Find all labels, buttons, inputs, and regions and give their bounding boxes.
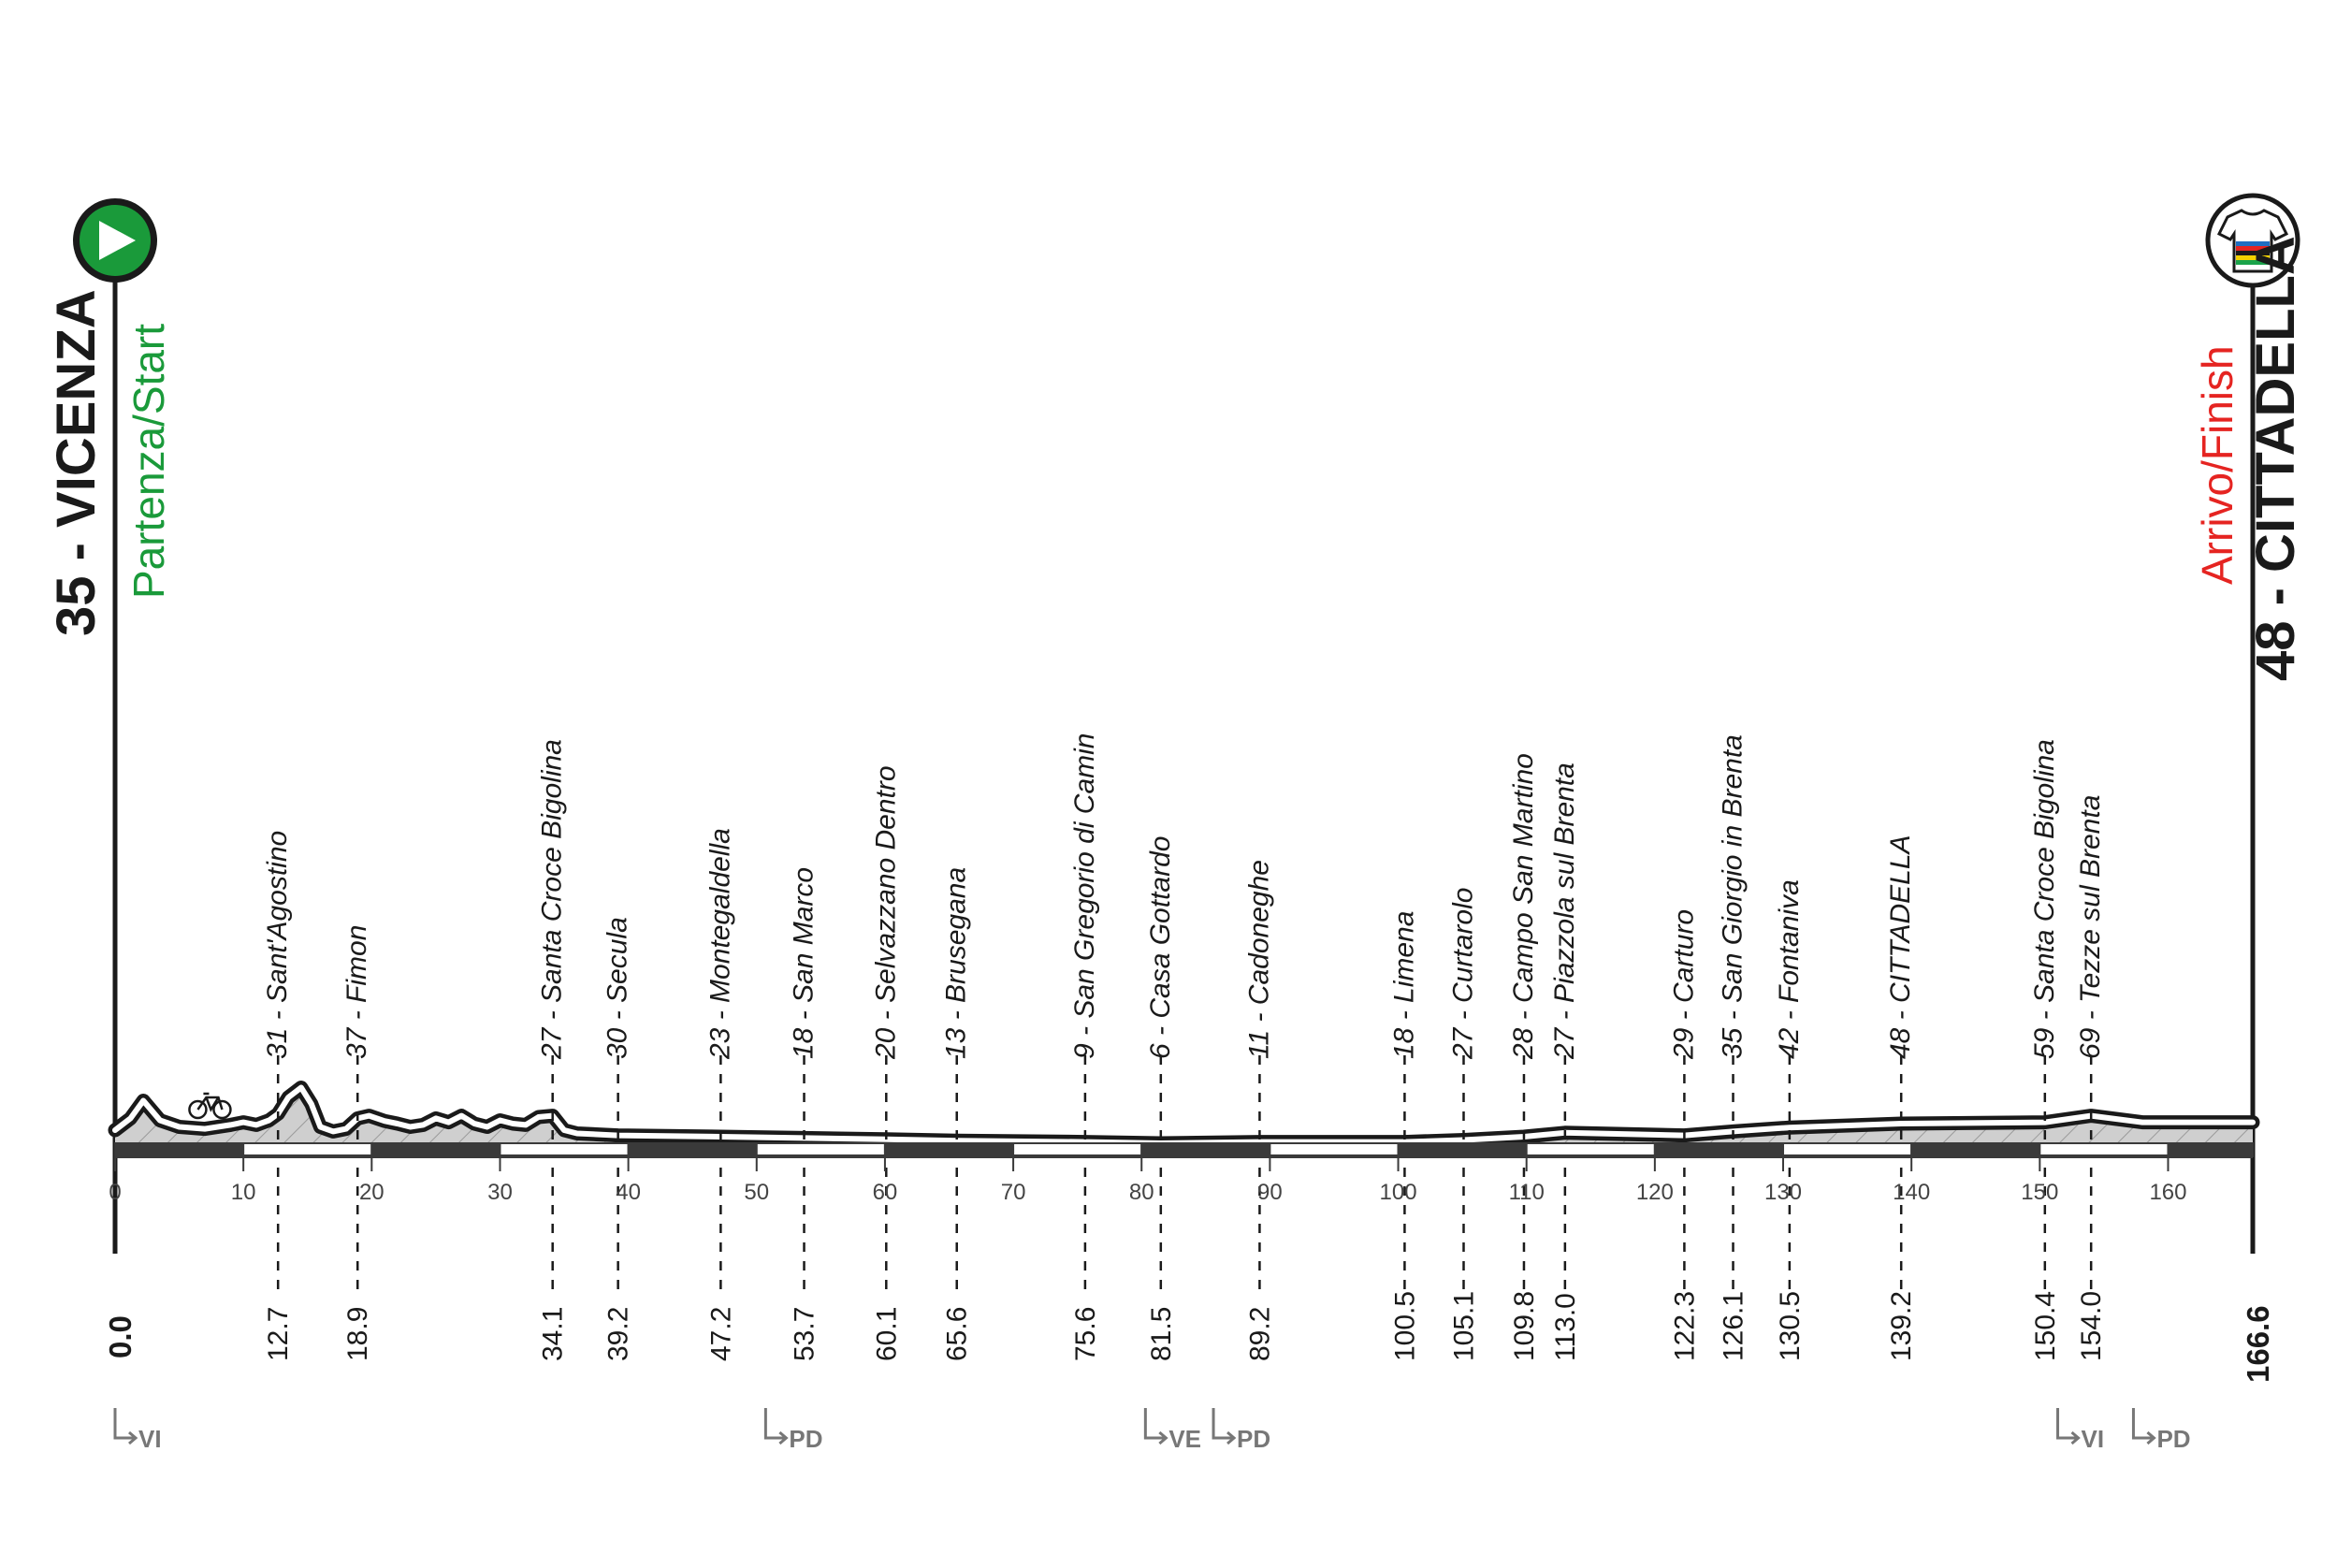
distance-scale-bar [115,1143,2253,1156]
place-km: 18.9 [342,1306,374,1361]
place-name: 29 - Carturo [1668,908,1700,1059]
place-km: 65.6 [941,1306,973,1361]
place-name: 18 - Limena [1388,910,1420,1059]
x-tick-label: 80 [1128,1180,1154,1205]
place-name: 30 - Secula [602,917,633,1059]
scale-segment [243,1143,371,1156]
scale-segment [629,1143,757,1156]
province-markers [115,1408,2191,1453]
place-km: 113.0 [1549,1293,1581,1361]
x-tick-label: 50 [744,1180,770,1205]
province-code: VI [2081,1425,2105,1453]
scale-segment [1270,1143,1398,1156]
place-km: 89.2 [1244,1306,1276,1361]
place-name: 20 - Selvazzano Dentro [870,765,902,1059]
place-name: 6 - Casa Gottardo [1144,835,1176,1059]
place-km: 126.1 [1718,1290,1749,1361]
scale-segment [2039,1143,2168,1156]
x-tick-label: 130 [1763,1180,1803,1205]
place-name: 37 - Fimon [341,924,373,1059]
province-marker [2133,1408,2190,1453]
finish-town-label: 48 - CITTADELLA [2245,236,2306,681]
place-km: 39.2 [602,1306,634,1361]
place-name: 27 - Piazzola sul Brenta [1548,762,1580,1059]
place-name: 13 - Brusegana [940,866,972,1059]
place-name: 48 - CITTADELLA [1885,835,1917,1059]
province-code: PD [1237,1425,1271,1453]
x-tick-label: 160 [2149,1180,2187,1205]
scale-segment [1399,1143,1527,1156]
province-code: VE [1168,1425,1202,1453]
place-km: 34.1 [537,1306,569,1361]
scale-segment [757,1143,885,1156]
start-sublabel: Partenza/Start [124,323,173,599]
place-name: 35 - San Giorgio in Brenta [1717,734,1749,1059]
bicycle-icon [189,1094,230,1118]
province-marker [1213,1408,1270,1453]
province-code: PD [2156,1425,2191,1453]
place-km: 60.1 [871,1306,903,1361]
profile-markers [189,1094,230,1118]
place-name: 42 - Fontaniva [1773,879,1805,1059]
x-tick-label: 10 [230,1180,256,1205]
scale-segment [1013,1143,1141,1156]
place-km: 105.1 [1448,1290,1480,1361]
place-km: 139.2 [1886,1290,1918,1361]
place-markers [278,1055,2091,1296]
x-tick-label: 120 [1635,1180,1674,1205]
scale-segment [371,1143,500,1156]
scale-segment [1655,1143,1783,1156]
x-tick-labels [109,1156,2186,1205]
scale-segment [500,1143,628,1156]
x-tick-label: 30 [487,1180,513,1205]
province-marker [115,1408,162,1453]
province-marker [2058,1408,2105,1453]
place-name: 59 - Santa Croce Bigolina [2028,739,2060,1059]
x-tick-label: 20 [358,1180,385,1205]
place-name: 27 - Santa Croce Bigolina [536,739,568,1059]
start-km-label: 0.0 [103,1315,138,1358]
x-tick-label: 0 [109,1180,122,1205]
place-km: 53.7 [789,1306,820,1361]
arrow-icon [1213,1408,1234,1444]
place-km: 47.2 [705,1306,737,1361]
x-tick-label: 110 [1508,1180,1545,1205]
place-km: 122.3 [1669,1290,1701,1361]
scale-segment [115,1143,243,1156]
scale-segment [1911,1143,2039,1156]
province-marker [765,1408,822,1453]
finish-km-label: 166.6 [2241,1305,2275,1383]
elevation-area [115,1088,2253,1144]
x-tick-label: 60 [872,1180,898,1205]
scale-segment [885,1143,1013,1156]
place-km: 75.6 [1069,1306,1101,1361]
scale-segment [1783,1143,1911,1156]
province-marker [1145,1408,1201,1453]
place-name: 31 - Sant'Agostino [262,830,294,1059]
arrow-icon [2133,1408,2154,1444]
place-km-labels [263,1291,2107,1361]
place-km: 12.7 [263,1306,295,1361]
province-code: PD [789,1425,823,1453]
place-name: 23 - Montegaldella [704,828,736,1059]
scale-segment [2168,1143,2253,1156]
place-name: 11 - Cadoneghe [1243,860,1275,1059]
scale-segment [1527,1143,1655,1156]
place-km: 150.4 [2029,1290,2061,1361]
arrow-icon [765,1408,786,1444]
x-tick-label: 70 [1000,1180,1026,1205]
place-km: 81.5 [1145,1306,1177,1361]
x-tick-label: 140 [1893,1180,1931,1205]
x-tick-label: 90 [1257,1180,1283,1205]
x-tick-label: 150 [2021,1180,2059,1205]
arrow-icon [2058,1408,2079,1444]
place-km: 154.0 [2076,1290,2108,1361]
finish-sublabel: Arrivo/Finish [2193,345,2242,585]
start-town-label: 35 - VICENZA [46,289,107,636]
start-badge [73,198,157,283]
place-name: 27 - Curtarolo [1447,887,1479,1059]
place-name: 69 - Tezze sul Brenta [2075,794,2107,1059]
scale-segment [1141,1143,1270,1156]
province-code: VI [138,1425,162,1453]
place-name: 9 - San Gregorio di Camin [1068,733,1100,1059]
place-km: 100.5 [1389,1290,1421,1361]
arrow-icon [115,1408,136,1444]
place-name: 28 - Campo San Martino [1507,753,1539,1059]
place-km: 109.8 [1508,1290,1540,1361]
x-tick-label: 100 [1379,1180,1417,1205]
place-name-labels [262,733,2106,1061]
arrow-icon [1145,1408,1166,1444]
place-name: 18 - San Marco [788,866,820,1059]
place-km: 130.5 [1774,1290,1806,1361]
x-tick-label: 40 [616,1180,641,1205]
